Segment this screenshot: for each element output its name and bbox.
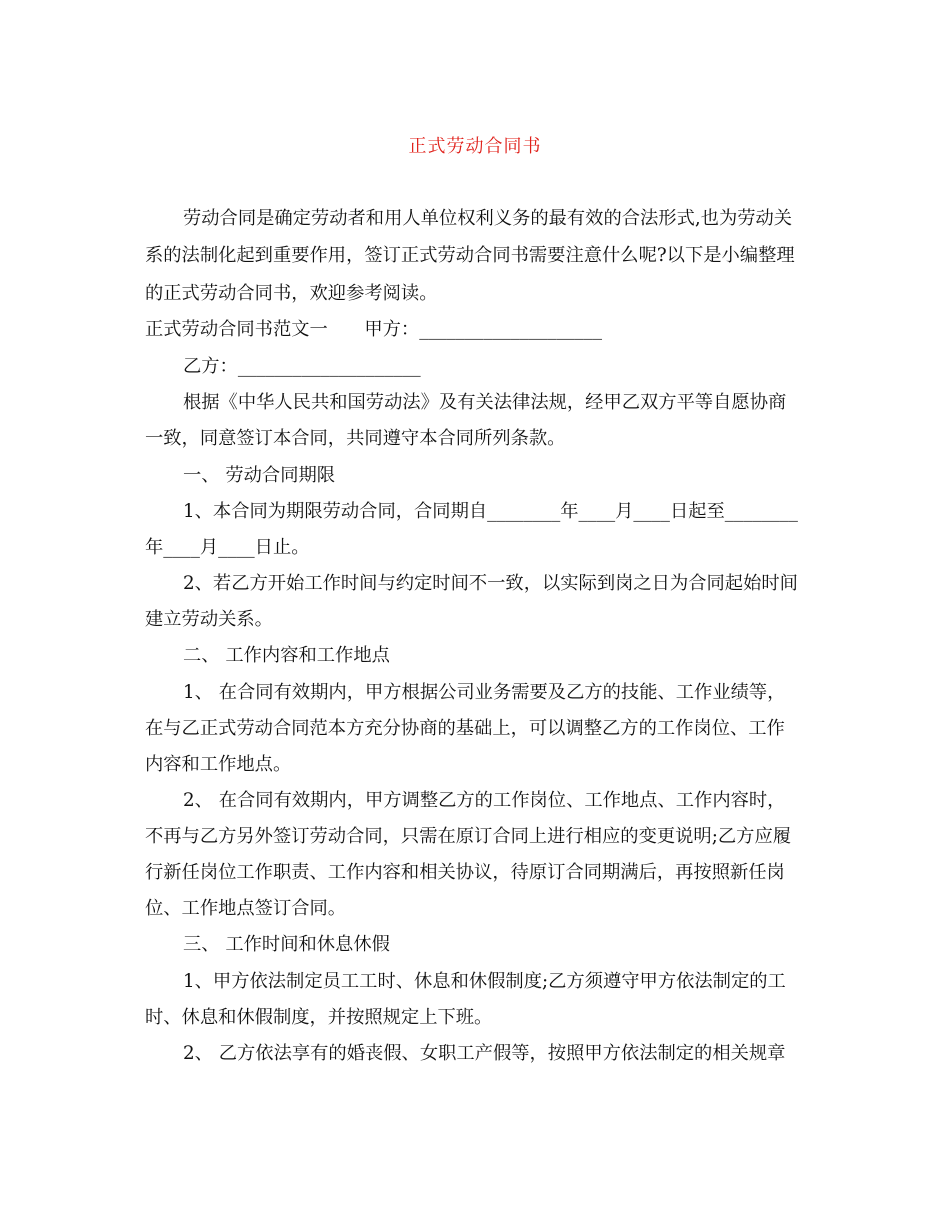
paragraph-line: 2、 乙方依法享有的婚丧假、女职工产假等，按照甲方依法制定的相关规章 <box>183 1043 786 1064</box>
paragraph-line: 不再与乙方另外签订劳动合同，只需在原订合同上进行相应的变更说明;乙方应履 <box>145 826 792 847</box>
paragraph-line: 在与乙正式劳动合同范本方充分协商的基础上，可以调整乙方的工作岗位、工作 <box>145 718 785 739</box>
paragraph-line: 2、若乙方开始工作时间与约定时间不一致，以实际到岗之日为合同起始时间 <box>183 573 798 594</box>
paragraph-line: 建立劳动关系。 <box>145 609 273 630</box>
paragraph-line: 2、 在合同有效期内，甲方调整乙方的工作岗位、工作地点、工作内容时， <box>183 790 786 811</box>
paragraph-line: 1、本合同为期限劳动合同，合同期自________年____月____日起至________ <box>183 501 798 522</box>
paragraph-line: 年____月____日止。 <box>145 537 310 558</box>
paragraph-line: 根据《中华人民共和国劳动法》及有关法律法规，经甲乙双方平等自愿协商 <box>183 392 787 413</box>
paragraph-line: 劳动合同是确定劳动者和用人单位权利义务的最有效的合法形式,也为劳动关 <box>183 208 793 229</box>
section-heading: 三、 工作时间和休息休假 <box>183 934 390 955</box>
section-heading: 二、 工作内容和工作地点 <box>183 645 390 666</box>
paragraph-line: 位、工作地点签订合同。 <box>145 898 347 919</box>
paragraph-line: 时、休息和休假制度，并按照规定上下班。 <box>145 1007 493 1028</box>
paragraph-line: 正式劳动合同书范文一 甲方：____________________ <box>145 319 603 340</box>
paragraph-line: 1、甲方依法制定员工工时、休息和休假制度;乙方须遵守甲方依法制定的工 <box>183 971 786 992</box>
paragraph-line: 内容和工作地点。 <box>145 754 292 775</box>
paragraph-line: 一致，同意签订本合同，共同遵守本合同所列条款。 <box>145 428 566 449</box>
paragraph-line: 行新任岗位工作职责、工作内容和相关协议，待原订合同期满后，再按照新任岗 <box>145 862 785 883</box>
document-title: 正式劳动合同书 <box>408 136 542 157</box>
paragraph-line: 的正式劳动合同书，欢迎参考阅读。 <box>145 283 438 304</box>
section-heading: 一、 劳动合同期限 <box>183 465 336 486</box>
paragraph-line: 系的法制化起到重要作用，签订正式劳动合同书需要注意什么呢?以下是小编整理 <box>145 245 795 266</box>
paragraph-line: 乙方：____________________ <box>183 356 421 377</box>
paragraph-line: 1、 在合同有效期内，甲方根据公司业务需要及乙方的技能、工作业绩等， <box>183 682 786 703</box>
